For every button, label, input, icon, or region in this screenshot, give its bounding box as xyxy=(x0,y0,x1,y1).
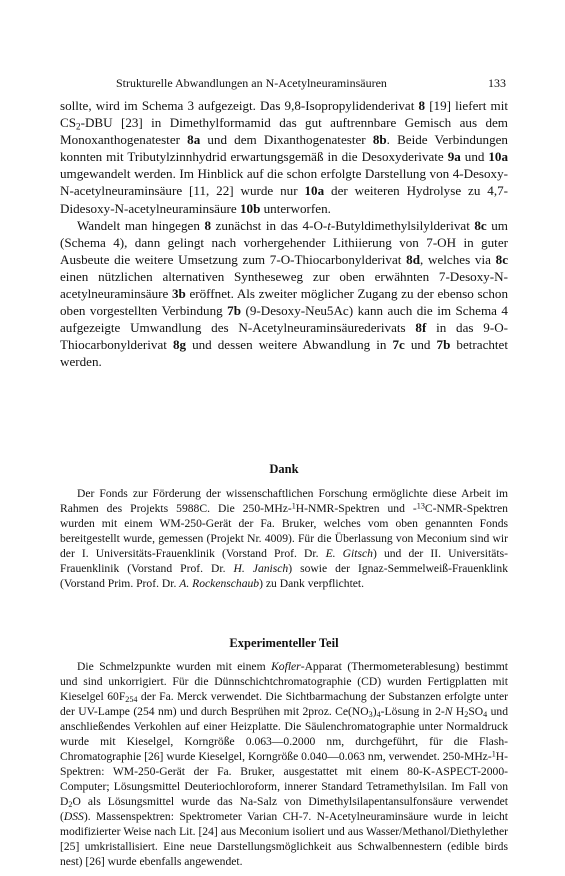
paragraph-schema-3: sollte, wird im Schema 3 aufgezeigt. Das 9,8-Isopropylidenderivat 8 [19] liefert mit $CS_2$-DBU [23] in Dimethylformamid das gut auftrennbare Gemisch aus dem Monoxanthogenatester 8a und dem Dixanthogenatester 8b. Beide Verbindungen konnten mit Tributylzinnhydrid erwartungsgemäß in die Desoxyderivate 9a und 10a umgewandelt werden. Im Hinblick auf die schon erfolgte Darstellung von 4-Desoxy-N-acetylneuraminsäure [11, 22] wurde nur 10a der weiteren Hydrolyse zu 4,7-Didesoxy-N-acetylneuraminsäure 10b unterworfen. xyxy=(60,98,509,216)
paragraph-methods: Die Schmelzpunkte wurden mit einem Kofler-Apparat (Thermometerablesung) bestimmt und sind unkorrigiert. Für die Dünnschichtchromatographie (CD) wurden Fertigplatten mit Kieselgel $60F_{254}$ der Fa. Merck verwendet. Die Sichtbarmachung der Substanzen erfolgte unter der UV-Lampe (254 nm) und durch Besprühen mit 2proz. $Ce(NO_3)_4$-Lösung in 2-N $H_2SO_4$ und anschließendes Verkohlen auf einer Heizplatte. Die Säulenchromatographie unter Normaldruck wurde mit Kieselgel, Korngröße 0.063—0.2000 nm, durchgeführt, für die Flash-Chromatographie [26] wurde Kieselgel, Korngröße 0.040—0.063 nm, verwendet. 250-MHz-$^1$H-Spektren: WM-250-Gerät der Fa. Bruker, ausgestattet mit einem 80-K-ASPECT-2000-Computer; Lösungsmittel Deuteriochloroform, innerer Standard Tetramethylsilan. Im Fall von $D_2O$ als Lösungsmittel wurde das Na-Salz von Dimethylsilapentansulfonsäure verwendet (DSS). Massenspektren: Spektrometer Varian CH-7. N-Acetylneuraminsäure wurde in leicht modifizierter Weise nach Lit. [24] aus Meconium isoliert und aus Wasser/Methanol/Diethylether [25] umkristallisiert. Eine neue Darstellungsmöglichkeit aus Schwalbennestern (edible birds nest) [26] wurde ebenfalls angewendet. xyxy=(60,660,508,868)
paragraph-schema-4: Wandelt man hingegen 8 zunächst in das 4-O-t-Butyldimethylsilylderivat 8c um (Schema 4), dann gelingt nach vorhergehender Lithiierung von 7-OH in guter Ausbeute die weitere Umsetzung zum 7-O-Thiocarbonylderivat 8d, welches via 8c einen nützlichen alternativen Syntheseweg zur oben erwähnten 7-Desoxy-N-acetylneuraminsäure 3b eröffnet. Als zweiter möglicher Zugang zu der ebenso schon oben vorgestellten Verbindung 7b (9-Desoxy-Neu5Ac) kann auch die im Schema 4 aufgezeigte Umwandlung des N-Acetylneuraminsäurederivats 8f in das 9-O-Thiocarbonylderivat 8g und dessen weitere Abwandlung in 7c und 7b betrachtet werden. xyxy=(60,217,509,370)
experimental-heading: Experimenteller Teil xyxy=(229,636,339,650)
page-header xyxy=(60,76,506,94)
paragraph-acknowledgement: Der Fonds zur Förderung der wissenschaftlichen Forschung ermöglichte diese Arbeit im Rahmen des Projekts 5988C. Die 250-MHz-$^1$H-NMR-Spektren und -$^{13}$C-NMR-Spektren wurden mit einem WM-250-Gerät der Fa. Bruker, welches vom oben genannten Fonds bereitgestellt wurde, gemessen (Projekt Nr. 4009). Für die Überlassung von Meconium sind wir der I. Universitäts-Frauenklinik (Vorstand Prof. Dr. E. Gitsch) und der II. Universitäts-Frauenklinik (Vorstand Prof. Dr. H. Janisch) sowie der Ignaz-Semmelweiß-Frauenklink (Vorstand Prim. Prof. Dr. A. Rockenschaub) zu Dank verpflichtet. xyxy=(60,487,508,590)
running-title: Strukturelle Abwandlungen an N-Acetylneuraminsäuren xyxy=(116,76,387,90)
dank-heading: Dank xyxy=(269,462,299,476)
dank-text xyxy=(60,486,508,591)
main-text xyxy=(60,97,508,371)
page-number: 133 xyxy=(488,76,506,90)
experimental-text xyxy=(60,659,508,869)
